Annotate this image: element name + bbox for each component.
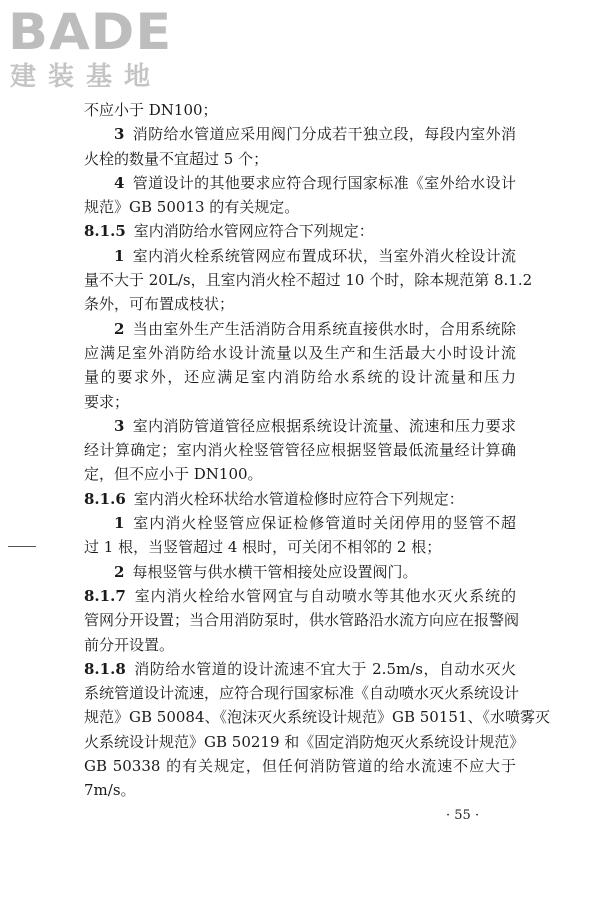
line-text: 不应小于 DN100； [84,101,218,119]
clause-number: 3 [114,125,125,144]
text-line [84,681,520,705]
line-text: 室内消火栓系统管网应布置成环状，当室外消火栓设计流 [132,246,516,265]
line-text: 经计算确定；室内消火栓竖管管径应根据竖管最低流量经计算确 [84,441,516,460]
line-text: 过 1 根，当竖管超过 4 根时，可关闭不相邻的 2 根； [84,538,442,557]
logo-wordmark: BADE [8,3,173,61]
text-line [84,608,520,632]
line-text: 消防给水管道的设计流速不宜大于 2.5m/s，自动水灭火 [133,659,516,678]
margin-mark [8,546,36,547]
line-text: 要求； [84,392,130,411]
text-line [84,560,516,584]
text-line [84,365,516,389]
text-line [84,462,516,486]
clause-number: 2 [114,319,125,338]
line-text: 火系统设计规范》GB 50219 和《固定消防炮灭火系统设计规范》 [84,732,525,751]
text-line [84,98,516,122]
text-line [84,244,516,268]
clause-number: 8.1.8 [84,659,126,678]
text-line [84,584,516,608]
line-text: 管道设计的其他要求应符合现行国家标准《室外给水设计 [132,173,516,192]
text-line [84,633,516,657]
text-line [84,487,516,511]
text-line [84,730,525,754]
text-line [84,754,516,778]
text-line [84,317,516,341]
line-text: 每根竖管与供水横干管相接处应设置阀门。 [132,562,418,581]
clause-number: 8.1.6 [84,489,126,508]
line-text: 室内消防管道管径应根据系统设计流量、流速和压力要求 [132,416,516,435]
logo [8,3,178,94]
line-text: 规范》GB 50013 的有关规定。 [84,198,300,217]
line-text: 室内消火栓环状给水管道检修时应符合下列规定： [133,489,464,508]
clause-number: 8.1.5 [84,222,126,241]
line-text: GB 50338 的有关规定，但任何消防管道的给水流速不应大于 [84,757,516,776]
line-text: 条外，可布置成枝状； [84,295,235,314]
page-number: · 55 · [446,808,480,823]
logo-subtitle: 建装基地 [10,62,163,92]
line-text: 前分开设置。 [84,635,175,654]
text-line [84,438,516,462]
line-text: 规范》GB 50084、《泡沫灭火系统设计规范》GB 50151、《水喷雾灭 [84,708,550,727]
clause-number: 3 [114,416,125,435]
line-text: 定，但不应小于 DN100。 [84,465,263,484]
text-line [84,171,516,195]
text-line [84,511,516,535]
text-line [84,341,516,365]
clause-number: 4 [114,173,125,192]
line-text: 消防给水管道应采用阀门分成若干独立段，每段内室外消 [132,125,516,144]
text-line [84,292,516,316]
text-line [84,705,550,729]
line-text: 系统管道设计流速，应符合现行国家标准《自动喷水灭火系统设计 [84,684,520,703]
line-text: 7m/s。 [84,781,136,800]
line-text: 室内消防给水管网应符合下列规定： [133,222,374,241]
text-line [84,147,516,171]
line-text: 火栓的数量不宜超过 5 个； [84,149,269,168]
clause-number: 1 [114,514,125,533]
clause-number: 8.1.7 [84,586,126,605]
line-text: 量的要求外，还应满足室内消防给水系统的设计流量和压力 [84,368,516,387]
line-text: 当由室外生产生活消防合用系统直接供水时，合用系统除 [132,319,516,338]
line-text: 应满足室外消防给水设计流量以及生产和生活最大小时设计流 [84,343,516,362]
clause-number: 2 [114,562,125,581]
text-line [84,268,533,292]
text-line [84,219,516,243]
line-text: 室内消火栓竖管应保证检修管道时关闭停用的竖管不超 [132,514,516,533]
text-line [84,195,516,219]
text-line [84,390,516,414]
document-body [84,98,550,803]
clause-number: 1 [114,246,125,265]
text-line [84,535,516,559]
text-line [84,657,516,681]
text-line [84,414,516,438]
line-text: 量不大于 20L/s，且室内消火栓不超过 10 个时，除本规范第 8.1.2 [84,271,533,290]
text-line [84,778,516,802]
line-text: 室内消火栓给水管网宜与自动喷水等其他水灭火系统的 [133,586,516,605]
line-text: 管网分开设置；当合用消防泵时，供水管路沿水流方向应在报警阀 [84,611,520,630]
text-line [84,122,516,146]
